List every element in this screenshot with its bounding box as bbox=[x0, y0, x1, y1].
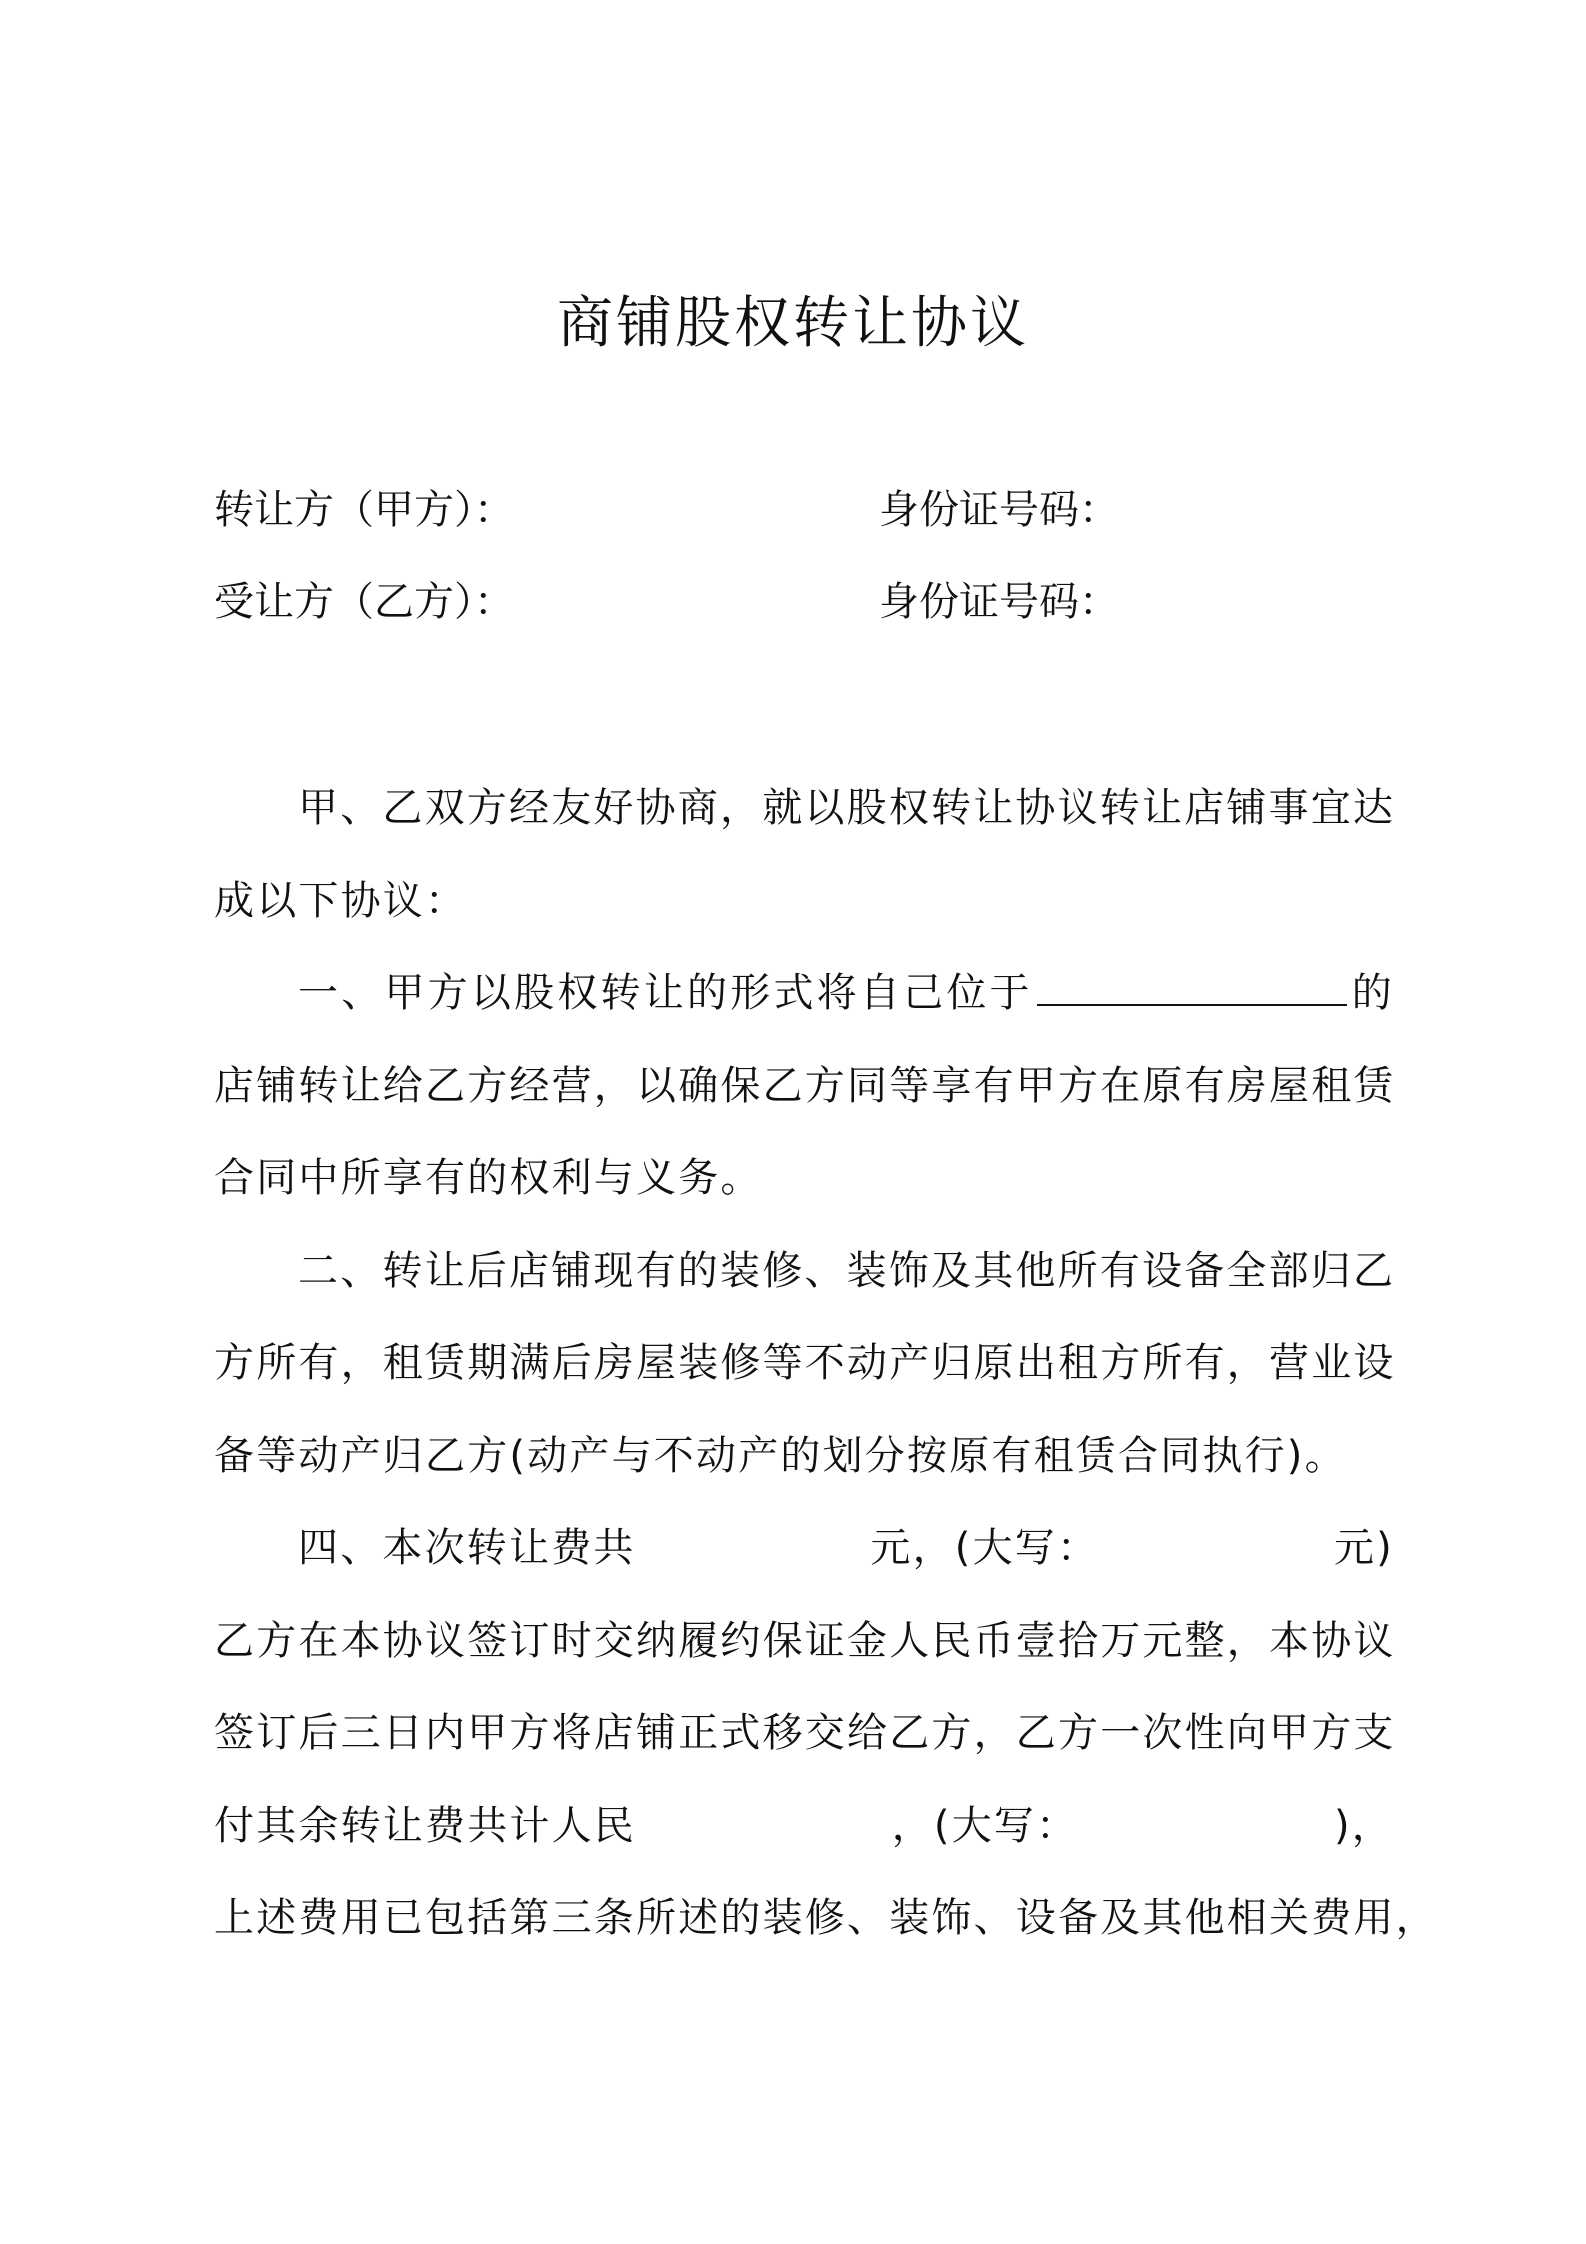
transferor-id-label: 身份证号码： bbox=[879, 487, 1119, 533]
clause4-line-5: 上述费用已包括第三条所述的装修、装饰、设备及其他相关费用， bbox=[214, 1895, 1438, 1941]
clause4-fee-label: 四、本次转让费共 bbox=[298, 1525, 636, 1571]
clause2-line-1: 二、转让后店铺现有的装修、装饰及其他所有设备全部归乙 bbox=[298, 1247, 1396, 1294]
transferor-row bbox=[214, 480, 1394, 540]
clause4-remaining-capital: ，(大写： bbox=[891, 1802, 1079, 1849]
clause1-line-3: 合同中所享有的权利与义务。 bbox=[214, 1155, 763, 1201]
clause4-yuan-capital: 元，(大写： bbox=[870, 1525, 1100, 1571]
document-title: 商铺股权转让协议 bbox=[557, 291, 1029, 356]
transferor-label: 转让方（甲方）： bbox=[214, 487, 514, 533]
clause4-line-2: 乙方在本协议签订时交纳履约保证金人民币壹拾万元整，本协议 bbox=[214, 1617, 1396, 1664]
transferee-row bbox=[214, 572, 1394, 632]
clause2-line-2: 方所有，租赁期满后房屋装修等不动产归原出租方所有，营业设 bbox=[214, 1340, 1396, 1386]
clause1-line-1 bbox=[214, 947, 1394, 1040]
clause4-line-3: 签订后三日内甲方将店铺正式移交给乙方，乙方一次性向甲方支 bbox=[214, 1710, 1396, 1756]
clause4-line-1 bbox=[214, 1502, 1394, 1595]
transferee-id-label: 身份证号码： bbox=[879, 579, 1119, 625]
clause4-remaining-label: 付其余转让费共计人民 bbox=[214, 1802, 636, 1849]
clause4-line-4 bbox=[214, 1780, 1394, 1873]
intro-line-2: 成以下协议： bbox=[214, 877, 468, 924]
clause4-remaining-close: )， bbox=[1333, 1802, 1394, 1849]
agreement-body bbox=[214, 762, 1438, 1965]
transferee-label: 受让方（乙方）： bbox=[214, 579, 514, 625]
clause1-line-2: 店铺转让给乙方经营，以确保乙方同等享有甲方在原有房屋租赁 bbox=[214, 1062, 1396, 1109]
clause2-line-3: 备等动产归乙方(动产与不动产的划分按原有租赁合同执行)。 bbox=[214, 1432, 1347, 1479]
intro-line-1: 甲、乙双方经友好协商，就以股权转让协议转让店铺事宜达 bbox=[298, 785, 1396, 831]
clause1-prefix: 一、甲方以股权转让的形式将自己位于 bbox=[298, 970, 1033, 1016]
clause4-yuan-close: 元) bbox=[1333, 1525, 1394, 1571]
location-blank bbox=[1037, 964, 1347, 1006]
clause1-suffix: 的 bbox=[1350, 970, 1395, 1016]
